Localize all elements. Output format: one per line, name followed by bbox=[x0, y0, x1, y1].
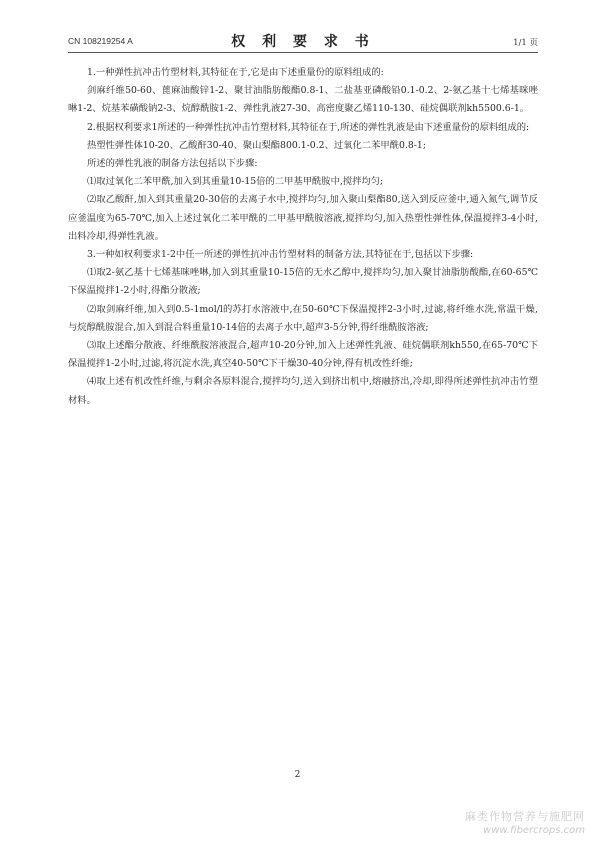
claim-2-intro: 2.根据权利要求1所述的一种弹性抗冲击竹塑材料,其特征在于,所述的弹性乳液是由下述重量份的原料组成的: bbox=[87, 121, 530, 133]
page-info: 1/1 页 bbox=[513, 38, 538, 48]
claim-1-composition: 剑麻纤维50-60、蓖麻油酸锌1-2、聚甘油脂肪酸酯0.8-1、二盐基亚磷酸铅0.1-0.2、2-氨乙基十七烯基咪唑啉1-2、烷基苯磺酸钠2-3、烷醇酰胺1-2、弹性乳液27-30、高密度聚乙烯110-130、硅烷偶联剂kh5500.6-1。 bbox=[68, 85, 538, 115]
patent-number: CN 108219254 A bbox=[68, 36, 133, 46]
page-number: 2 bbox=[294, 770, 301, 780]
claim-2-step-1: ⑴取过氧化二苯甲酰,加入到其重量10-15倍的二甲基甲酰胺中,搅拌均匀; bbox=[87, 176, 384, 188]
claim-3-step-3: ⑶取上述酯分散液、纤维酰胺溶液混合,超声10-20分钟,加入上述弹性乳液、硅烷偶联剂kh550,在65-70℃下保温搅拌1-2小时,过滤,将沉淀水洗,真空40-50℃下干燥30-40分钟,得有机改性纤维; bbox=[68, 340, 538, 370]
claims-body bbox=[68, 64, 538, 410]
claim-3-step-2: ⑵取剑麻纤维,加入到0.5-1mol/l的苏打水溶液中,在50-60℃下保温搅拌2-3小时,过滤,将纤维水洗,常温干燥,与烷醇酰胺混合,加入到混合料重量10-14倍的去离子水中,超声3-5分钟,得纤维酰胺溶液; bbox=[68, 303, 538, 333]
watermark-url: www.fibercrops.com bbox=[483, 825, 585, 836]
claim-2-composition: 热塑性弹性体10-20、乙酸酐30-40、聚山梨酯800.1-0.2、过氧化二苯甲酰0.8-1; bbox=[87, 139, 426, 151]
claim-2-step-2: ⑵取乙酸酐,加入到其重量20-30倍的去离子水中,搅拌均匀,加入聚山梨酯80,送入到反应釜中,通入氮气,调节反应釜温度为65-70℃,加入上述过氧化二苯甲酰的二甲基甲酰胺溶液,搅拌均匀,加入热塑性弹性体,保温搅拌3-4小时,出料冷却,得弹性乳液。 bbox=[68, 194, 538, 242]
watermark-site-name: 麻类作物营养与施肥网 bbox=[465, 810, 585, 823]
document-title: 权 利 要 求 书 bbox=[231, 34, 375, 50]
claim-2-method-intro: 所述的弹性乳液的制备方法包括以下步骤: bbox=[87, 158, 258, 170]
claim-3-step-4: ⑷取上述有机改性纤维,与剩余各原料混合,搅拌均匀,送入到挤出机中,熔融挤出,冷却,即得所述弹性抗冲击竹塑材料。 bbox=[68, 376, 538, 406]
claim-3-step-1: ⑴取2-氨乙基十七烯基咪唑啉,加入到其重量10-15倍的无水乙醇中,搅拌均匀,加入聚甘油脂肪酸酯,在60-65℃下保温搅拌1-2小时,得酯分散液; bbox=[68, 267, 538, 297]
page-header bbox=[68, 30, 538, 53]
claim-3-intro: 3.一种如权利要求1-2中任一所述的弹性抗冲击竹塑材料的制备方法,其特征在于,包括以下步骤: bbox=[87, 249, 474, 261]
claim-1-intro: 1.一种弹性抗冲击竹塑材料,其特征在于,它是由下述重量份的原料组成的: bbox=[87, 67, 384, 78]
watermark bbox=[465, 810, 585, 838]
